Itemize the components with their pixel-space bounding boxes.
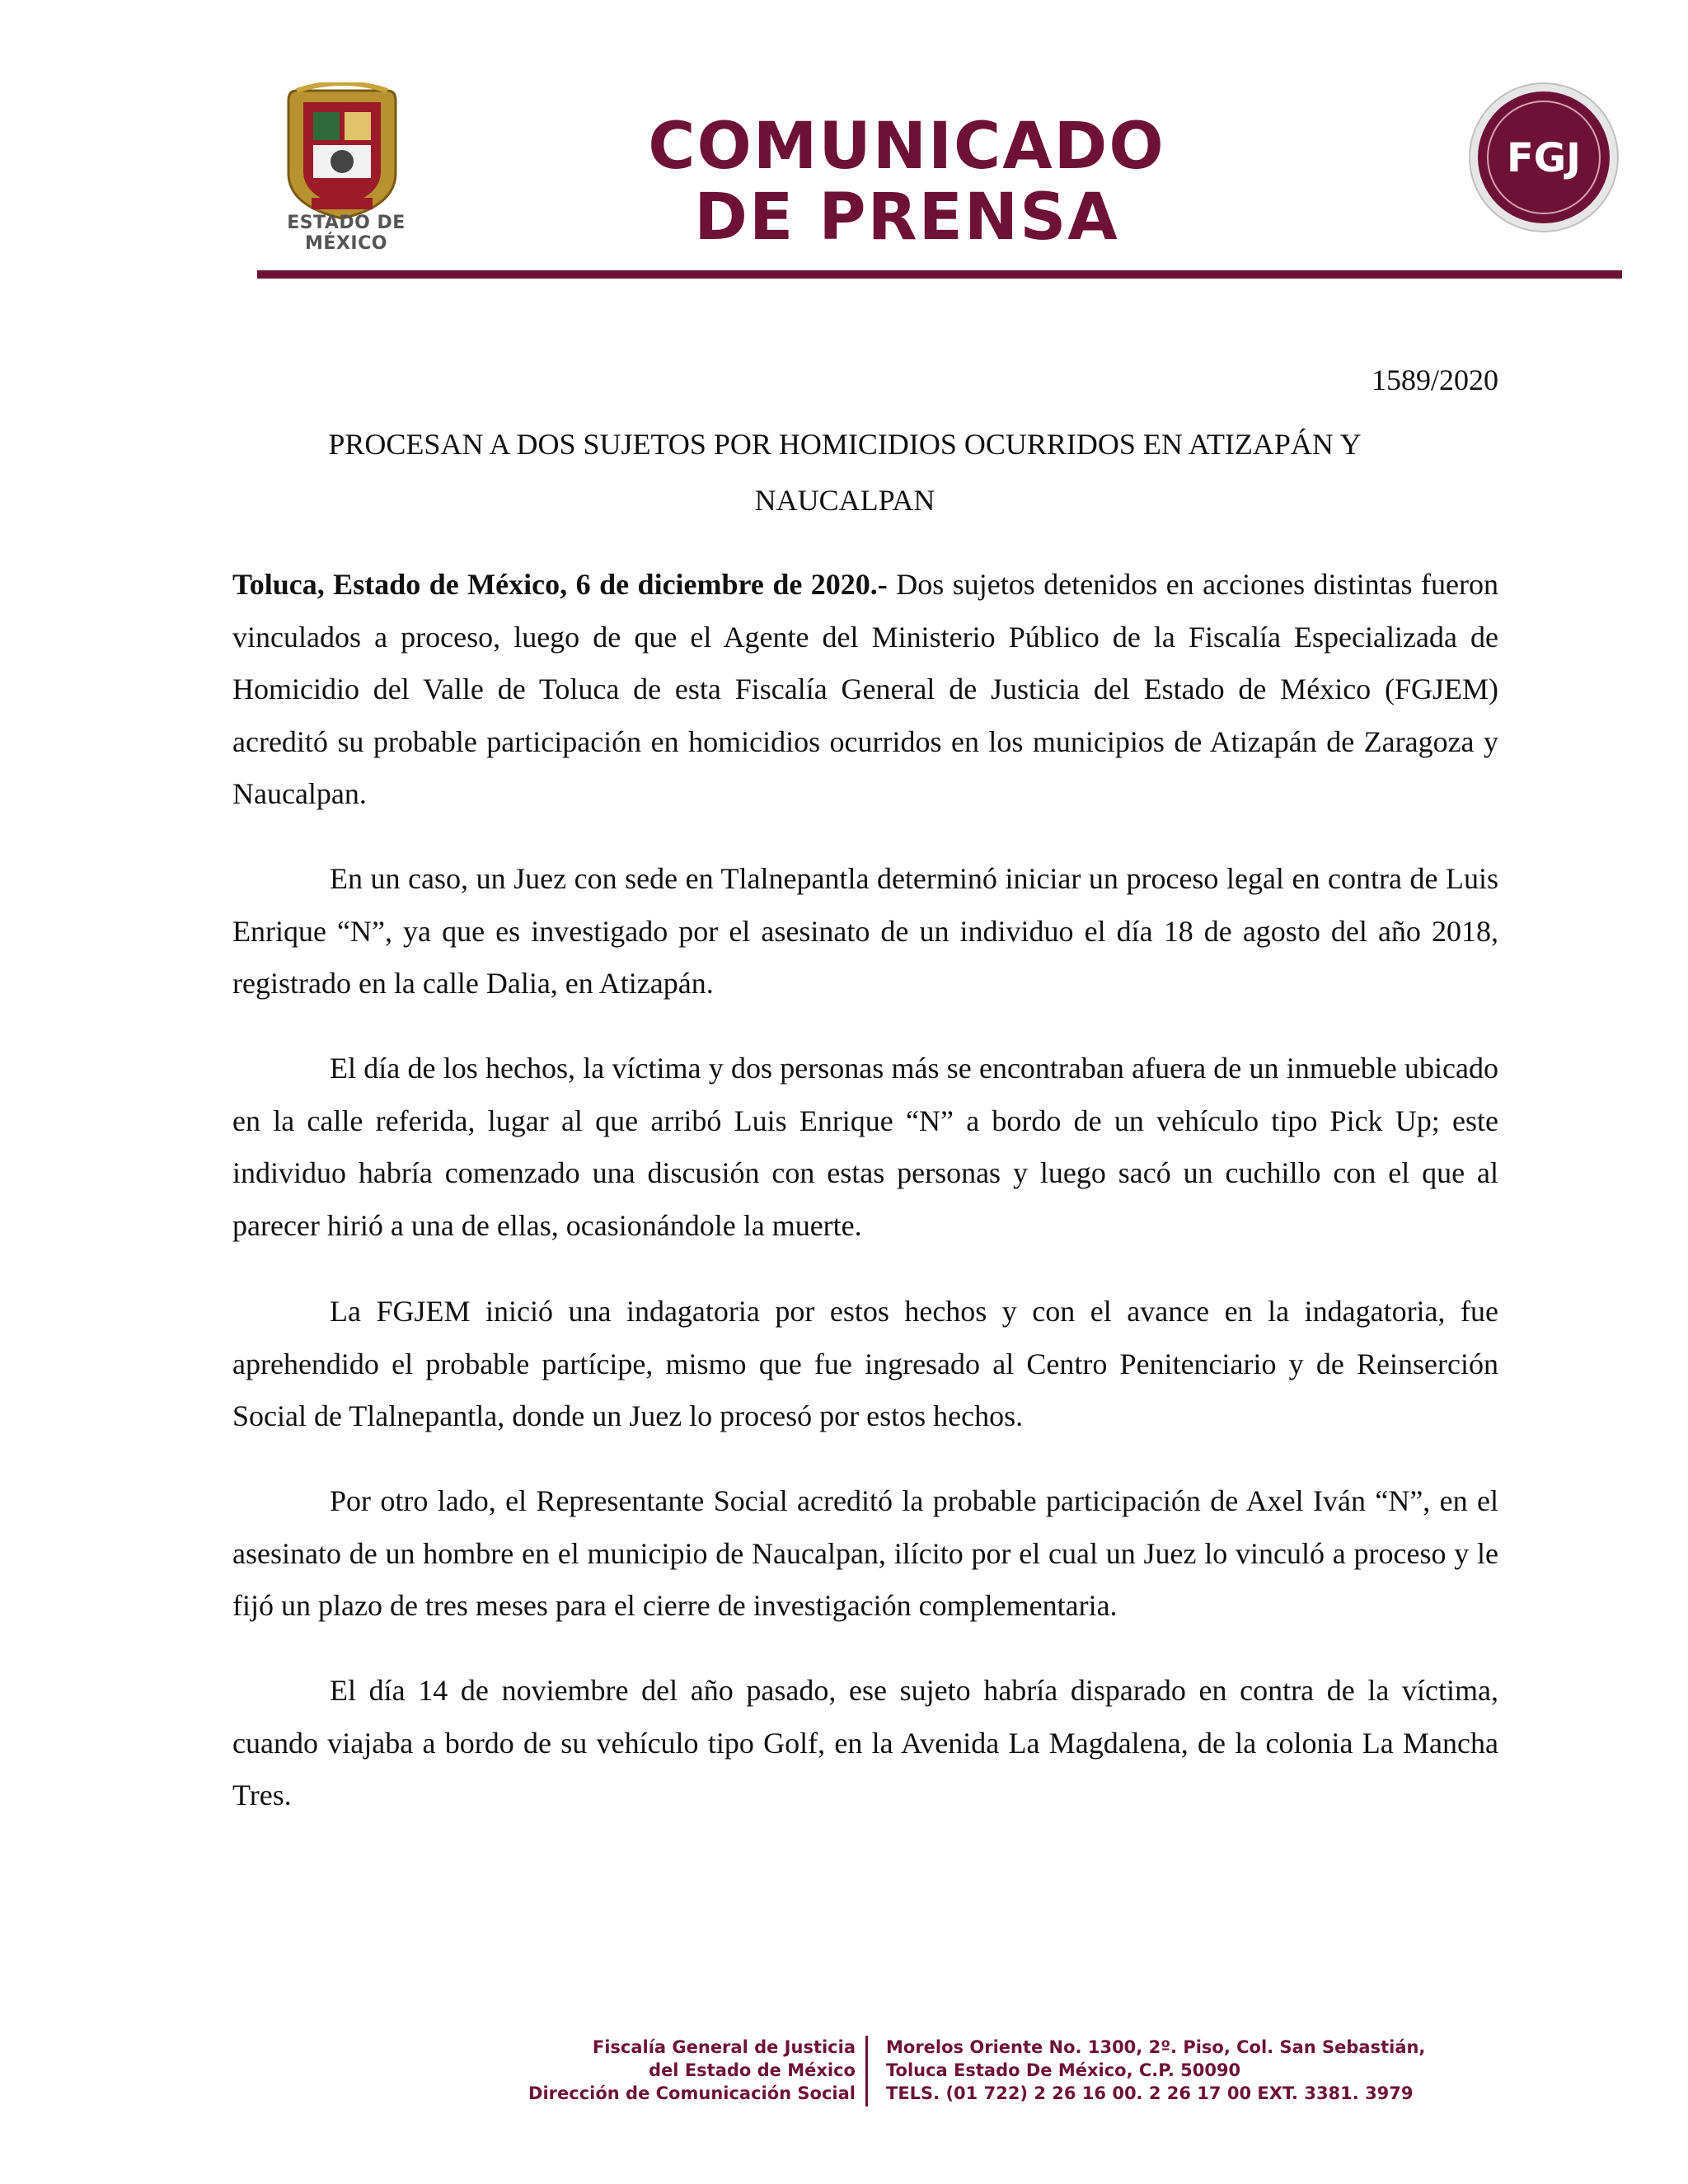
footer-divider (865, 2036, 868, 2107)
footer-org-line-2: del Estado de México (649, 2060, 856, 2080)
footer-address-line-1: Morelos Oriente No. 1300, 2º. Piso, Col. San Sebastián, (886, 2037, 1426, 2057)
estado-de-mexico-label: ESTADO DE MÉXICO (287, 213, 406, 254)
header-title-line-2: DE PRENSA (694, 180, 1119, 255)
release-number: 1589/2020 (1371, 363, 1498, 396)
footer-org-line-3: Dirección de Comunicación Social (528, 2083, 856, 2103)
footer-address-line-2: Toluca Estado De México, C.P. 50090 (886, 2060, 1241, 2080)
header-title (626, 111, 1187, 253)
paragraph-4: La FGJEM inició una indagatoria por estos hechos y con el avance en la indagatoria, fue aprehendido el probable partícipe, mismo que fue ingresado al Centro Penitenciario y de Reinserción Social de Tlalnepantla, donde un Juez lo procesó por estos hechos. (232, 1295, 1498, 1432)
paragraph-2: En un caso, un Juez con sede en Tlalnepantla determinó iniciar un proceso legal en contra de Luis Enrique “N”, ya que es investigado por el asesinato de un individuo el día 18 de agosto del año 2018, registrado en la calle Dalia, en Atizapán. (232, 862, 1498, 1000)
estado-de-mexico-coat-of-arms-icon (280, 82, 404, 223)
paragraph-1 (232, 559, 1498, 821)
fgj-seal-text: FGJ (1506, 135, 1582, 181)
footer-organization (528, 2036, 856, 2105)
footer-org-line-1: Fiscalía General de Justicia (592, 2037, 856, 2057)
fgj-seal-icon (1467, 81, 1620, 234)
paragraph-3: El día de los hechos, la víctima y dos personas más se encontraban afuera de un inmueble ubicado en la calle referida, lugar al que arribó Luis Enrique “N” a bordo de un vehículo tipo Pick Up; este individuo habría comenzado una discusión con estas personas y luego sacó un cuchillo con el que al parecer hirió a una de ellas, ocasionándole la muerte. (232, 1052, 1498, 1242)
paragraph-1-text: Dos sujetos detenidos en acciones distintas fueron vinculados a proceso, luego de que el Agente del Ministerio Público de la Fiscalía Especializada de Homicidio del Valle de Toluca de esta Fiscalía General de Justicia del Estado de México (FGJEM) acreditó su probable participación en homicidios ocurridos en los municipios de Atizapán de Zaragoza y Naucalpan. (232, 568, 1498, 810)
footer-phones: TELS. (01 722) 2 26 16 00. 2 26 17 00 EXT. 3381. 3979 (886, 2083, 1414, 2103)
paragraph-5: Por otro lado, el Representante Social acreditó la probable participación de Axel Iván “N”, en el asesinato de un hombre en el municipio de Naucalpan, ilícito por el cual un Juez lo vinculó a proceso y le fijó un plazo de tres meses para el cierre de investigación complementaria. (232, 1484, 1498, 1622)
footer-address (886, 2036, 1425, 2105)
paragraph-6: El día 14 de noviembre del año pasado, ese sujeto habría disparado en contra de la víctima, cuando viajaba a bordo de su vehículo tipo Golf, en la Avenida La Magdalena, de la colonia La Mancha Tres. (232, 1674, 1498, 1811)
header-divider (257, 270, 1622, 279)
header-title-line-1: COMUNICADO (648, 110, 1165, 184)
dateline: Toluca, Estado de México, 6 de diciembre de 2020.- (232, 568, 888, 601)
headline: PROCESAN A DOS SUJETOS POR HOMICIDIOS OCURRIDOS EN ATIZAPÁN Y NAUCALPAN (328, 428, 1362, 517)
